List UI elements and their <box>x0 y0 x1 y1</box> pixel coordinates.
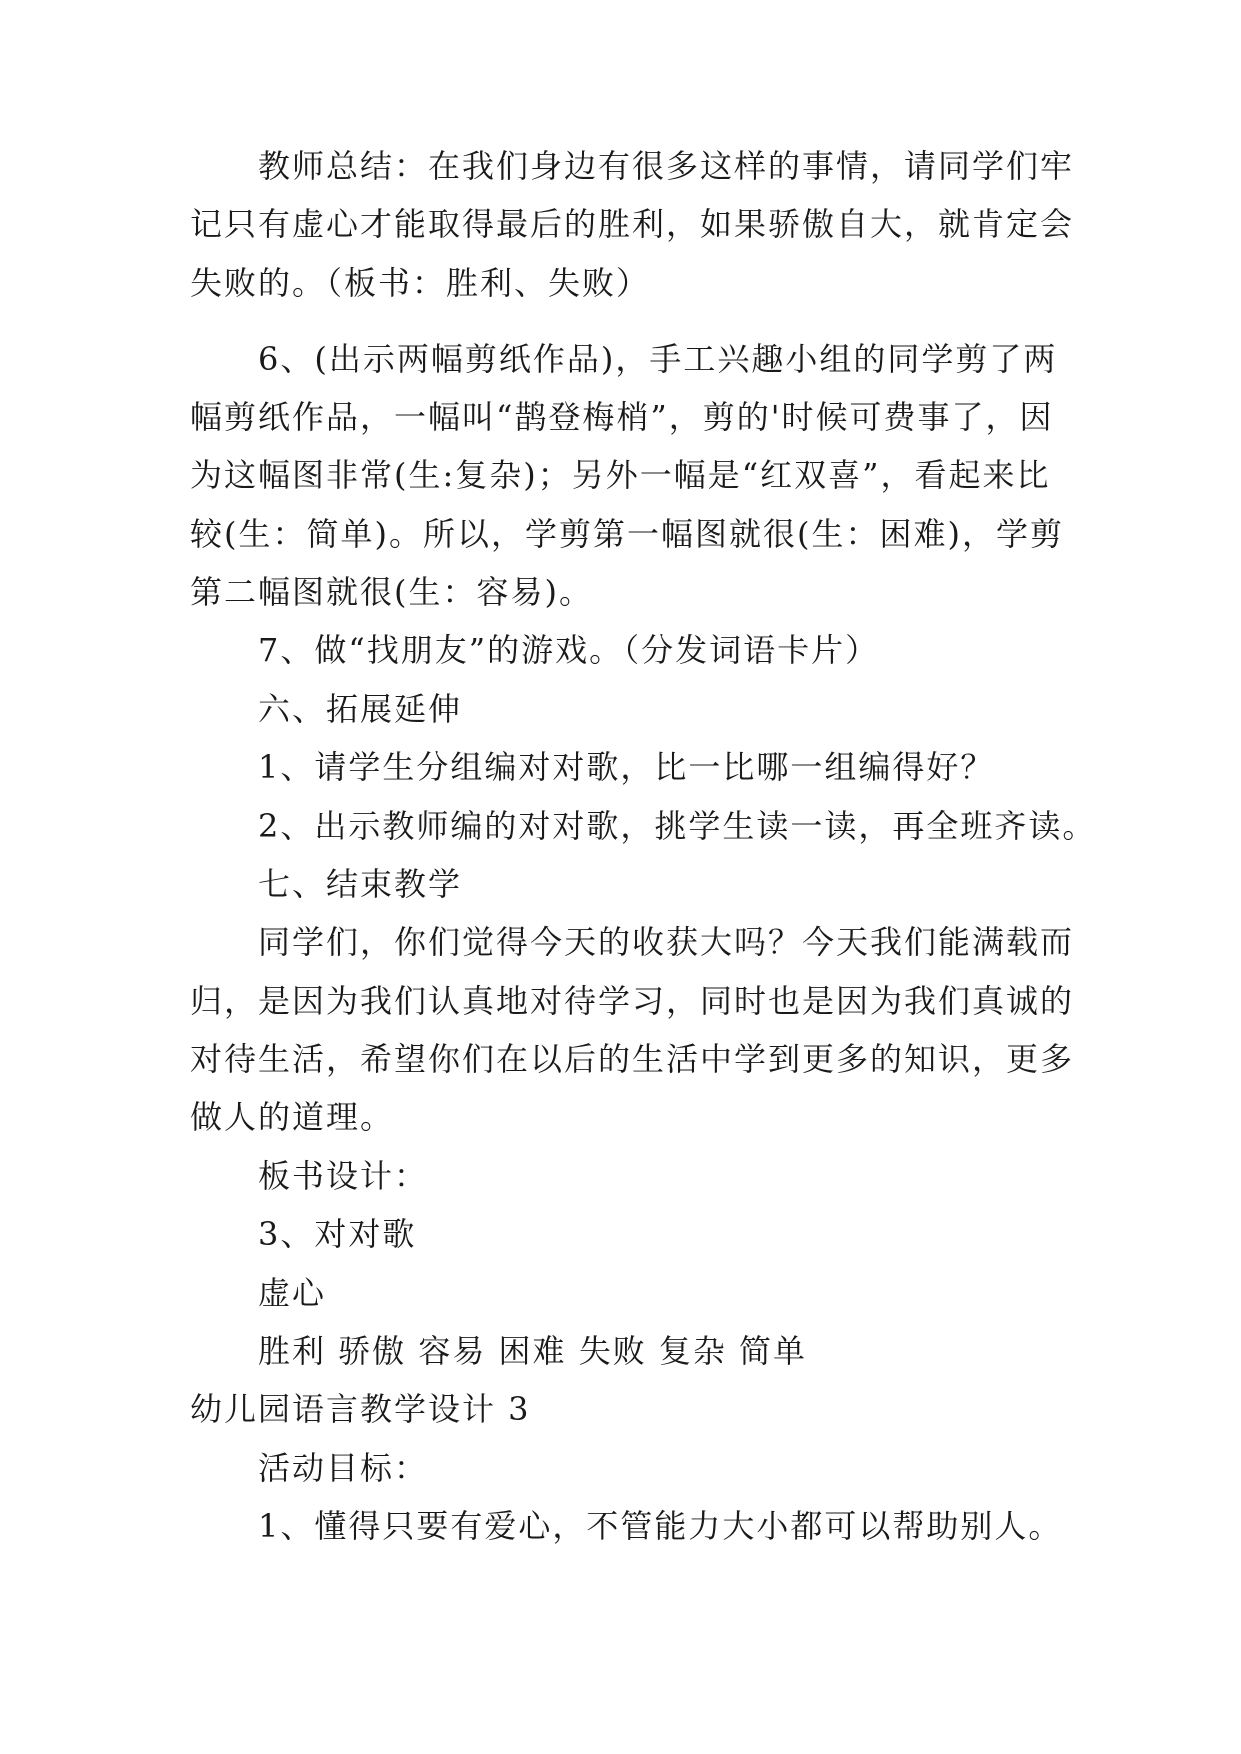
text-line-4: 6、(出示两幅剪纸作品)，手工兴趣小组的同学剪了两 <box>258 340 1058 378</box>
text-line-1: 教师总结：在我们身边有很多这样的事情，请同学们牢 <box>258 147 1075 185</box>
text-line-15: 归，是因为我们认真地对待学习，同时也是因为我们真诚的 <box>190 982 1075 1020</box>
section-heading-extension: 六、拓展延伸 <box>258 690 463 728</box>
text-line-12: 2、出示教师编的对对歌，挑学生读一读，再全班齐读。 <box>258 807 1097 845</box>
text-line-16: 对待生活，希望你们在以后的生活中学到更多的知识，更多 <box>190 1040 1075 1078</box>
text-line-3: 失败的。（板书：胜利、失败） <box>190 264 651 302</box>
text-line-11: 1、请学生分组编对对歌，比一比哪一组编得好？ <box>258 748 995 786</box>
text-line-2: 记只有虚心才能取得最后的胜利，如果骄傲自大，就肯定会 <box>190 205 1075 243</box>
section-title: 幼儿园语言教学设计 3 <box>190 1390 531 1428</box>
board-design-word: 虚心 <box>258 1274 327 1312</box>
board-design-heading: 板书设计： <box>258 1157 429 1195</box>
goals-heading: 活动目标： <box>258 1449 429 1487</box>
text-line-5: 幅剪纸作品，一幅叫“鹊登梅梢”，剪的'时候可费事了，因 <box>190 398 1054 436</box>
text-line-7: 较(生：简单)。所以，学剪第一幅图就很(生：困难)，学剪 <box>190 515 1064 553</box>
text-line-14: 同学们，你们觉得今天的收获大吗？今天我们能满载而 <box>258 923 1075 961</box>
text-line-6: 为这幅图非常(生:复杂)；另外一幅是“红双喜”，看起来比 <box>190 456 1051 494</box>
text-line-17: 做人的道理。 <box>190 1098 395 1136</box>
text-line-8: 第二幅图就很(生：容易)。 <box>190 573 593 611</box>
text-line-24: 1、懂得只要有爱心，不管能力大小都可以帮助别人。 <box>258 1507 1063 1545</box>
board-design-words: 胜利 骄傲 容易 困难 失败 复杂 简单 <box>258 1332 808 1370</box>
board-design-title: 3、对对歌 <box>258 1215 417 1253</box>
text-line-9: 7、做“找朋友”的游戏。（分发词语卡片） <box>258 631 880 669</box>
section-heading-closing: 七、结束教学 <box>258 865 463 903</box>
